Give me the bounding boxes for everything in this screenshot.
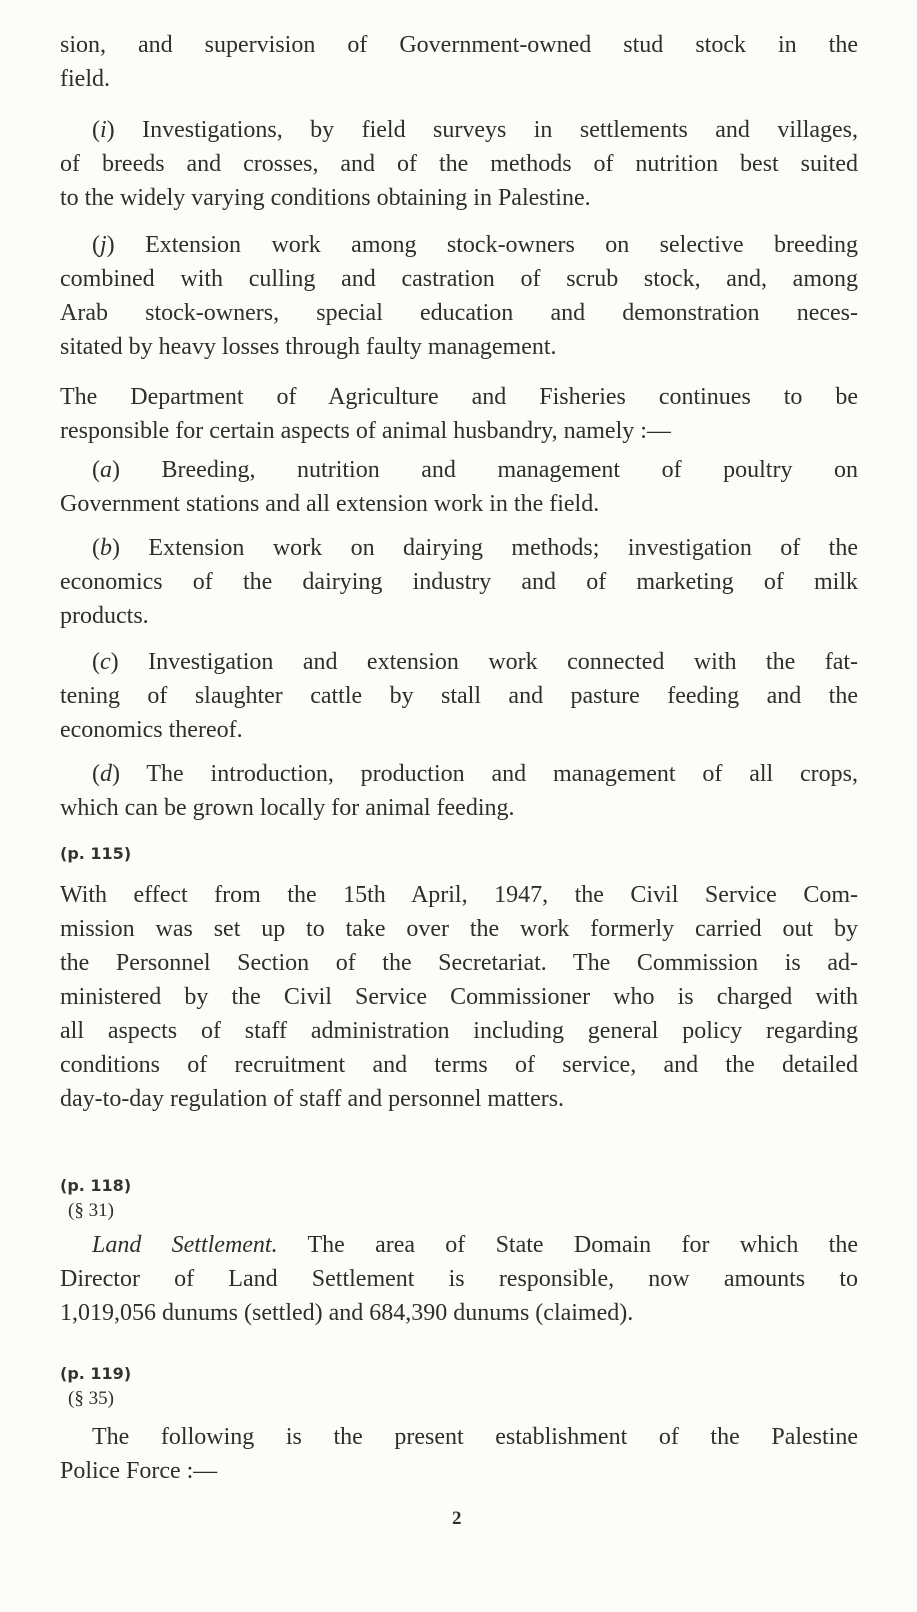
text-line: responsible for certain aspects of animal husbandry, namely :— [60, 418, 671, 444]
text-line: combined with culling and castration of scrub stock, and, among [60, 266, 858, 292]
text-line: sitated by heavy losses through faulty management. [60, 334, 557, 360]
page-reference-119: (p. 119) [60, 1364, 132, 1383]
text-line: Arab stock-owners, special education and demonstration neces- [60, 300, 858, 326]
paragraph-police-force [60, 1420, 858, 1488]
text-line: tening of slaughter cattle by stall and pasture feeding and the [60, 683, 858, 709]
paragraph-item-a [60, 453, 858, 521]
text-line: of breeds and crosses, and of the methods of nutrition best suited [60, 151, 858, 177]
text-line: The following is the present establishment of the Palestine [92, 1424, 858, 1450]
text-line: day-to-day regulation of staff and personnel matters. [60, 1086, 565, 1112]
paragraph-land-settlement [60, 1228, 858, 1330]
text-line: (j) Extension work among stock-owners on selective breeding [92, 232, 858, 258]
text-line: ministered by the Civil Service Commissioner who is charged with [60, 984, 858, 1010]
text-line: the Personnel Section of the Secretariat. The Commission is ad- [60, 950, 858, 976]
paragraph-item-b [60, 531, 858, 633]
page-number: 2 [452, 1508, 462, 1529]
text-line: (a) Breeding, nutrition and management of poultry on [92, 457, 858, 483]
paragraph-civil-service [60, 878, 858, 1116]
text-line: The Department of Agriculture and Fisheries continues to be [60, 384, 858, 410]
text-line: Land Settlement. The area of State Domain for which the [92, 1232, 859, 1258]
paragraph-item-c [60, 645, 858, 747]
text-line: sion, and supervision of Government-owned stud stock in the [60, 32, 858, 58]
text-line: (i) Investigations, by field surveys in settlements and villages, [92, 117, 858, 143]
text-line: economics thereof. [60, 717, 243, 743]
text-line: all aspects of staff administration including general policy regarding [60, 1018, 858, 1044]
paragraph-continuation [60, 28, 858, 96]
text-line: (c) Investigation and extension work connected with the fat- [92, 649, 858, 675]
text-line: products. [60, 603, 149, 629]
paragraph-item-d [60, 757, 858, 825]
text-line: With effect from the 15th April, 1947, the Civil Service Com- [60, 882, 858, 908]
text-line: mission was set up to take over the work formerly carried out by [60, 916, 858, 942]
paragraph-item-i [60, 113, 858, 215]
text-line: economics of the dairying industry and of marketing of milk [60, 569, 858, 595]
section-reference-35: (§ 35) [68, 1388, 114, 1409]
text-line: Police Force :— [60, 1458, 218, 1484]
page-reference-118: (p. 118) [60, 1176, 132, 1195]
text-line: 1,019,056 dunums (settled) and 684,390 dunums (claimed). [60, 1300, 634, 1326]
section-reference-31: (§ 31) [68, 1200, 114, 1221]
text-line: Government stations and all extension work in the field. [60, 491, 600, 517]
text-line: to the widely varying conditions obtaining in Palestine. [60, 185, 591, 211]
text-line: Director of Land Settlement is responsible, now amounts to [60, 1266, 858, 1292]
text-line: (d) The introduction, production and management of all crops, [92, 761, 858, 787]
text-line: field. [60, 66, 110, 92]
paragraph-item-j [60, 228, 858, 364]
text-line: (b) Extension work on dairying methods; investigation of the [92, 535, 858, 561]
paragraph-department [60, 380, 858, 448]
text-line: which can be grown locally for animal feeding. [60, 795, 515, 821]
text-line: conditions of recruitment and terms of service, and the detailed [60, 1052, 858, 1078]
page-reference-115: (p. 115) [60, 844, 132, 863]
